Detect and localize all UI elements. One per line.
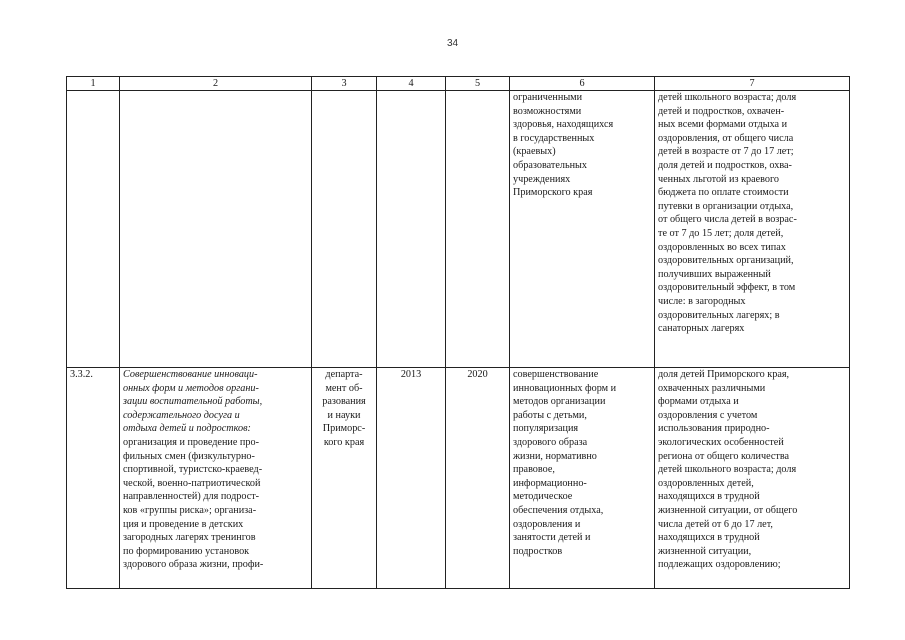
column-number-3: 3 bbox=[312, 77, 377, 91]
table-row bbox=[67, 368, 850, 589]
result-cell: ограниченными возможностями здоровья, находящихся в государственных (краевых) образовательных учреждениях Приморского края bbox=[510, 91, 655, 368]
activity-title: Совершенствование инноваци- онных форм и методов органи- зации воспитательной работы, содержательного досуга и отдыха детей и подростков: bbox=[123, 369, 263, 435]
item-number-cell: 3.3.2. bbox=[67, 368, 120, 589]
end-year-cell: 2020 bbox=[446, 368, 510, 589]
start-year-cell: 2013 bbox=[377, 368, 446, 589]
column-number-1: 1 bbox=[67, 77, 120, 91]
program-table bbox=[66, 76, 850, 589]
item-number-cell bbox=[67, 91, 120, 368]
column-number-4: 4 bbox=[377, 77, 446, 91]
result-cell: совершенствование инновационных форм и методов организации работы с детьми, популяризация здорового образа жизни, нормативно правовое, информационно- методическое обеспечения отдыха, оздоровления и занятости детей и подростков bbox=[510, 368, 655, 589]
column-number-7: 7 bbox=[655, 77, 850, 91]
start-year-cell bbox=[377, 91, 446, 368]
end-year-cell bbox=[446, 91, 510, 368]
activity-cell bbox=[120, 91, 312, 368]
column-number-2: 2 bbox=[120, 77, 312, 91]
column-number-6: 6 bbox=[510, 77, 655, 91]
activity-cell bbox=[120, 368, 312, 589]
table-row bbox=[67, 91, 850, 368]
page-number: 34 bbox=[446, 38, 459, 49]
executor-cell: департа- мент об- разования и науки Приморс- кого края bbox=[312, 368, 377, 589]
executor-cell bbox=[312, 91, 377, 368]
indicator-cell: доля детей Приморского края, охваченных различными формами отдыха и оздоровления с учетом использования природно- экологических особенностей региона от общего количества детей школьного возраста; доля оздоровленных детей, находящихся в трудной жизненной ситуации, от общего числа детей от 6 до 17 лет, находящихся в трудной жизненной ситуации, подлежащих оздоровлению; bbox=[655, 368, 850, 589]
indicator-cell: детей школьного возраста; доля детей и подростков, охвачен- ных всеми формами отдыха и оздоровления, от общего числа детей в возрасте от 7 до 17 лет; доля детей и подростков, охва- ченных льготой из краевого бюджета по оплате стоимости путевки в организации отдыха, от общего числа детей в возрас- те от 7 до 15 лет; доля детей, оздоровленных во всех типах оздоровительных организаций, получивших выраженный оздоровительный эффект, в том числе: в загородных оздоровительных лагерях; в санаторных лагерях bbox=[655, 91, 850, 368]
activity-description: организация и проведение про- фильных смен (физкультурно- спортивной, туристско-краевед- ческой, военно-патриотической направленностей) для подрост- ков «группы риска»; организа- ция и проведение в детских загородных лагерях тренингов по формированию установок здорового образа жизни, профи- bbox=[123, 436, 264, 571]
column-number-row bbox=[67, 77, 850, 91]
column-number-5: 5 bbox=[446, 77, 510, 91]
